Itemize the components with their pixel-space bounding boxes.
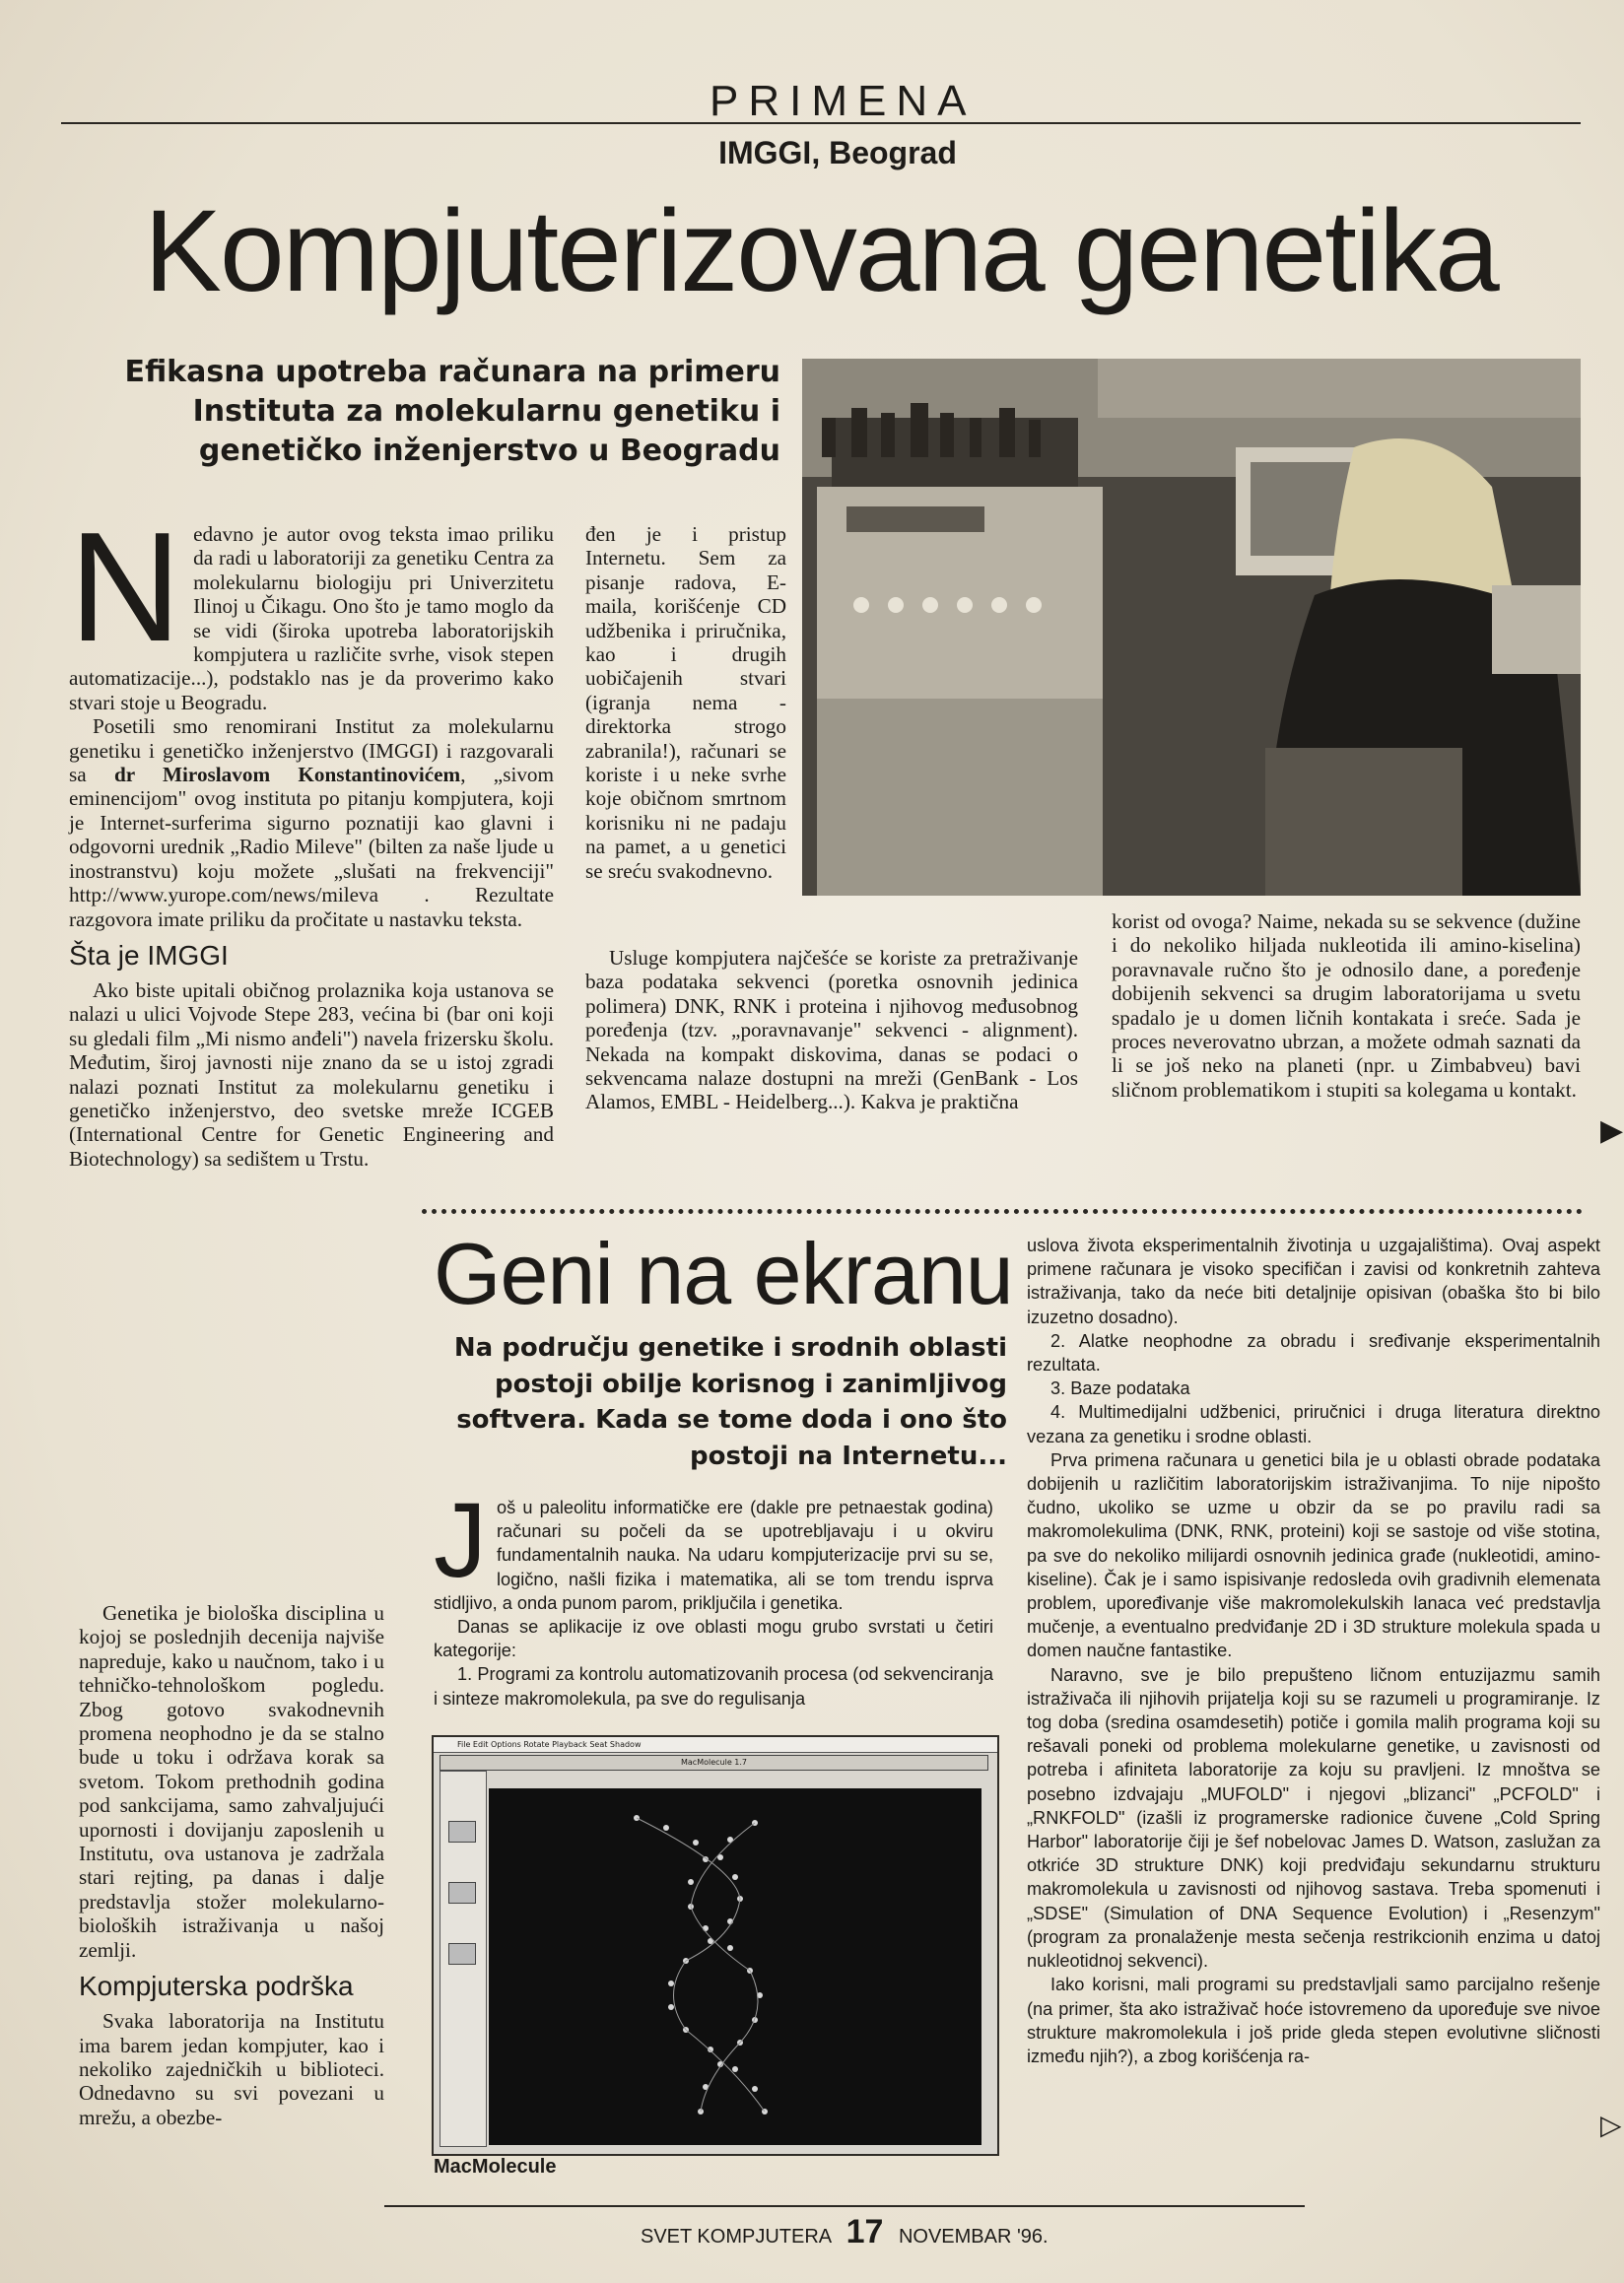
benefit-paragraph: korist od ovoga? Naime, nekada su se sekvence (dužine i do nekoliko hiljada nukleotida ili amino-kiselina) poravnavale ručno što je odnosilo dane, a poređenje dobijenih sekvenci sa drugim laboratorijama u svetu spadalo je u domen ličnih kontakata i sreće. Sada je proces neverovatno ubrzan, a možete odmah saznati da li se još neko na planeti (npr. u Zimbabveu) bavi sličnom problematikom i stupiti sa kolegama u kontakt. bbox=[1112, 909, 1581, 1102]
visit-paragraph-a: Posetili smo renomirani Institut za molekularnu genetiku i genetičko inženjerstvo (IMGGI) i razgovarali sa bbox=[69, 714, 554, 787]
article1-column-d bbox=[1112, 909, 1581, 1102]
support-paragraph: Svaka laboratorija na Institutu ima barem jedan kompjuter, kao i nekoliko zajedničkih u biblioteci. Odnedavno su svi povezani u mrežu, a obezbe- bbox=[79, 2009, 384, 2129]
magazine-name: SVET KOMPJUTERA bbox=[641, 2226, 832, 2248]
category-3-paragraph: 3. Baze podataka bbox=[1050, 1378, 1190, 1399]
article2-column-f bbox=[1027, 1234, 1600, 2068]
document-icon bbox=[448, 1882, 476, 1904]
first-use-paragraph: Prva primena računara u genetici bila je u oblasti obrade podataka dobijenih u različitim laboratorijskim istraživanjima. To nije nipošto čudno, ukoliko se uzme u obzir da se po pravilu radi sa makromolekulima (DNK, RNK, proteini) koji se sastoje od više stotina, pa sve do nekoliko milijardi osnovnih jedinica građe (nukleotidi, amino-kiseline). Čak je i samo ispisivanje redosleda ovih gradivnih elemenata problem, upoređivanje više makromolekulskih lanaca već predstavlja mučenje, a eventualno predviđanje 2D i 3D strukture molekula spada u domen naučne fantastike. bbox=[1027, 1449, 1600, 1661]
footer-rule bbox=[384, 2205, 1305, 2207]
top-rule bbox=[61, 122, 1581, 124]
lab-photo bbox=[802, 359, 1581, 896]
macmolecule-screenshot bbox=[432, 1735, 999, 2156]
categories-paragraph: Danas se aplikacije iz ove oblasti mogu grubo svrstati u četiri kategorije: bbox=[434, 1617, 993, 1661]
page-number: 17 bbox=[846, 2213, 884, 2250]
molecule-viewport bbox=[489, 1788, 981, 2145]
issue-date: NOVEMBAR '96. bbox=[898, 2226, 1049, 2248]
subhead-sta-je-imggi: Šta je IMGGI bbox=[69, 939, 229, 971]
imggi-paragraph: Ako biste upitali običnog prolaznika koja ustanova se nalazi u ulici Vojvode Stepe 283, većina bi (bar oni koji su gledali film „Mi nismo anđeli") navela frizersku školu. Međutim, široj javnosti nije znano da se u istoj zgradi nalazi poznati Institut za molekularnu genetiku i genetičko inženjerstvo, deo svetske mreže ICGEB (International Centre for Genetic Engineering and Biotechnology) sa sedištem u Trstu. bbox=[69, 977, 554, 1171]
partial-solution-paragraph: Iako korisni, mali programi su predstavljali samo parcijalno rešenje (na primer, šta ako istraživač hoće istovremeno da upoređuje sve nivoe strukture makromolekula i još pride gleda stepen evolutivne sličnosti između njih?), a zbog korišćenja ra- bbox=[1027, 1975, 1600, 2066]
headline: Kompjuterizovana genetika bbox=[144, 186, 1498, 316]
trash-icon bbox=[448, 1943, 476, 1965]
category-2-paragraph: 2. Alatke neophodne za obradu i sređivanje eksperimentalnih rezultata. bbox=[1027, 1330, 1600, 1376]
screenshot-caption: MacMolecule bbox=[434, 2156, 557, 2178]
article1-column-a-lower bbox=[79, 1601, 384, 2129]
lab-photo-image bbox=[802, 359, 1581, 896]
enthusiasm-paragraph: Naravno, sve je bilo prepušteno ličnom entuzijazmu samih istraživača ili njihovih prijatelja koji su se razumeli u programiranje. Iz tog doba (sredina osamdesetih) potiče i gomila malih programa koji su rešavali poneki od problema molekularne genetike, u zavisnosti od potreba i afiniteta laboratorije za koju su pravljeni. Iz mnoštva se posebno izdvajaju „MUFOLD" i njegovi „blizanci" „PCFOLD" i „RNKFOLD" (izašli iz programerske radionice čuvene „Cold Spring Harbor" laboratorije čiji je šef nobelovac James D. Watson, zaslužan za otkriće 3D strukture DNK) koji predviđaju sekundarnu strukturu makromolekula u zavisnosti od njihovog sastava. Treba spomenuti i „SDSE" (Simulation of DNA Sequence Evolution) i „Resenzym" (program za pronalaženje mesta sečenja restrikcionih enzima u datoj nukleotidnoj sekvenci). bbox=[1027, 1664, 1600, 1972]
mac-sidebar bbox=[440, 1771, 487, 2147]
article1-column-b bbox=[585, 522, 786, 883]
interviewee-name: dr Miroslavom Konstantinovićem bbox=[113, 763, 461, 787]
article1-column-c bbox=[585, 946, 1078, 1114]
dna-helix-render bbox=[489, 1788, 981, 2145]
category-4-paragraph: 4. Multimedijalni udžbenici, priručnici i druga literatura direktno vezana za genetiku i srodne oblasti. bbox=[1027, 1402, 1600, 1446]
section-label: PRIMENA bbox=[710, 77, 977, 125]
subhead-kompjuterska-podrska: Kompjuterska podrška bbox=[79, 1971, 354, 2002]
database-paragraph: Usluge kompjutera najčešće se koriste za pretraživanje baza podataka sekvenci (poretka osnovnih jedinica polimera) DNK, RNK i proteina i njihovog međusobnog poređenja (tzv. „poravnavanje" sekvenci - alignment). Nekada na kompakt diskovima, danas se podaci o sekvencama nalaze dostupni na mreži (GenBank - Los Alamos, EMBL - Heidelberg...). Kakva je praktična bbox=[585, 946, 1078, 1114]
dotted-divider bbox=[422, 1209, 1583, 1214]
paleolith-paragraph: oš u paleolitu informatičke ere (dakle pre petnaestak godina) računari su počeli da se upotrebljavaju i u okviru fundamentalnih nauka. Na udaru kompjuterizacije prvi su se, logično, našli fizika i matematika, ali se tom trendu isprva stidljivo, a onda punom parom, priključila i genetika. bbox=[434, 1498, 993, 1613]
mac-menubar: File Edit Options Rotate Playback Seat Shadow bbox=[434, 1737, 997, 1753]
article2-column-e bbox=[434, 1480, 993, 1711]
internet-paragraph: đen je i pristup Internetu. Sem za pisanje radova, E-maila, korišćenje CD udžbenika i priručnika, kao i drugih uobičajenih stvari (igranja nema - direktorka strogo zabranila!), računari se koriste i u neke svrhe koje običnom smrtnom korisniku ni ne padaju na pamet, a u genetici se sreću svakodnevno. bbox=[585, 522, 786, 883]
dropcap-j: J bbox=[434, 1480, 487, 1599]
continue-arrow-icon: ▶ bbox=[1600, 1113, 1624, 1148]
article2-title: Geni na ekranu bbox=[434, 1225, 1013, 1322]
visit-paragraph-b: , „sivom eminencijom" ovog instituta po pitanju kompjutera, koji je Internet-surferima sigurno poznatiji kao glavni i odgovorni urednik „Radio Mileve" (bilten za naše ljude u inostranstvu) koju možete „slušati na frekvenciji" http://www.yurope.com/news/mileva . Rezultate razgovora imate priliku da pročitate u nastavku teksta. bbox=[69, 763, 554, 931]
mac-window-title: MacMolecule 1.7 bbox=[440, 1755, 988, 1771]
category-1-paragraph: 1. Programi za kontrolu automatizovanih procesa (od sekvenciranja i sinteze makromolekula, pa sve do regulisanja bbox=[434, 1664, 993, 1709]
article1-column-a bbox=[69, 501, 554, 1171]
location-tag: IMGGI, Beograd bbox=[718, 135, 957, 170]
intro-paragraph: edavno je autor ovog teksta imao priliku da radi u laboratoriji za genetiku Centra za molekularnu biologiju pri Univerzitetu Ilinoj u Čikagu. Ono što je tamo moglo da se vidi (široka upotreba laboratorijskih kompjutera u različite svrhe, visok stepen automatizacije...), podstaklo nas je da proverimo kako stvari stoje u Beogradu. bbox=[69, 522, 554, 714]
conditions-paragraph: uslova života eksperimentalnih životinja u uzgajalištima). Ovaj aspekt primene računara je visoko specifičan i zavisi od konkretnih zahteva istraživanja, tako da neće biti detaljnije opisivan (obaška što bi bilo izuzetno dosadno). bbox=[1027, 1236, 1600, 1327]
genetics-paragraph: Genetika je biološka disciplina u kojoj se poslednjih decenija najviše napreduje, kako u naučnom, tako i u tehničko-tehnološkom pogledu. Zbog gotovo svakodnevnih promena neophodno je da se stalno bude u toku i održava korak sa svetom. Tokom prethodnih godina pod sankcijama, samo zahvaljujući upornosti i dovijanju zaposlenih u Institutu, ova ustanova je zadržala stari rejting, pa danas i dalje predstavlja stožer molekularno-bioloških istraživanja u našoj zemlji. bbox=[79, 1601, 384, 1962]
page-footer bbox=[641, 2213, 1049, 2251]
article2-deck: Na području genetike i srodnih oblasti postoji obilje korisnog i zanimljivog softvera. Kada se tome doda i ono što postoji na Internetu... bbox=[453, 1333, 1007, 1471]
article-deck: Efikasna upotreba računara na primeru Instituta za molekularnu genetiku i genetičko inženjerstvo u Beogradu bbox=[124, 355, 780, 468]
dropcap-n: N bbox=[69, 501, 182, 674]
folder-icon bbox=[448, 1821, 476, 1843]
continue-arrow-icon-2: ▷ bbox=[1600, 2109, 1622, 2141]
